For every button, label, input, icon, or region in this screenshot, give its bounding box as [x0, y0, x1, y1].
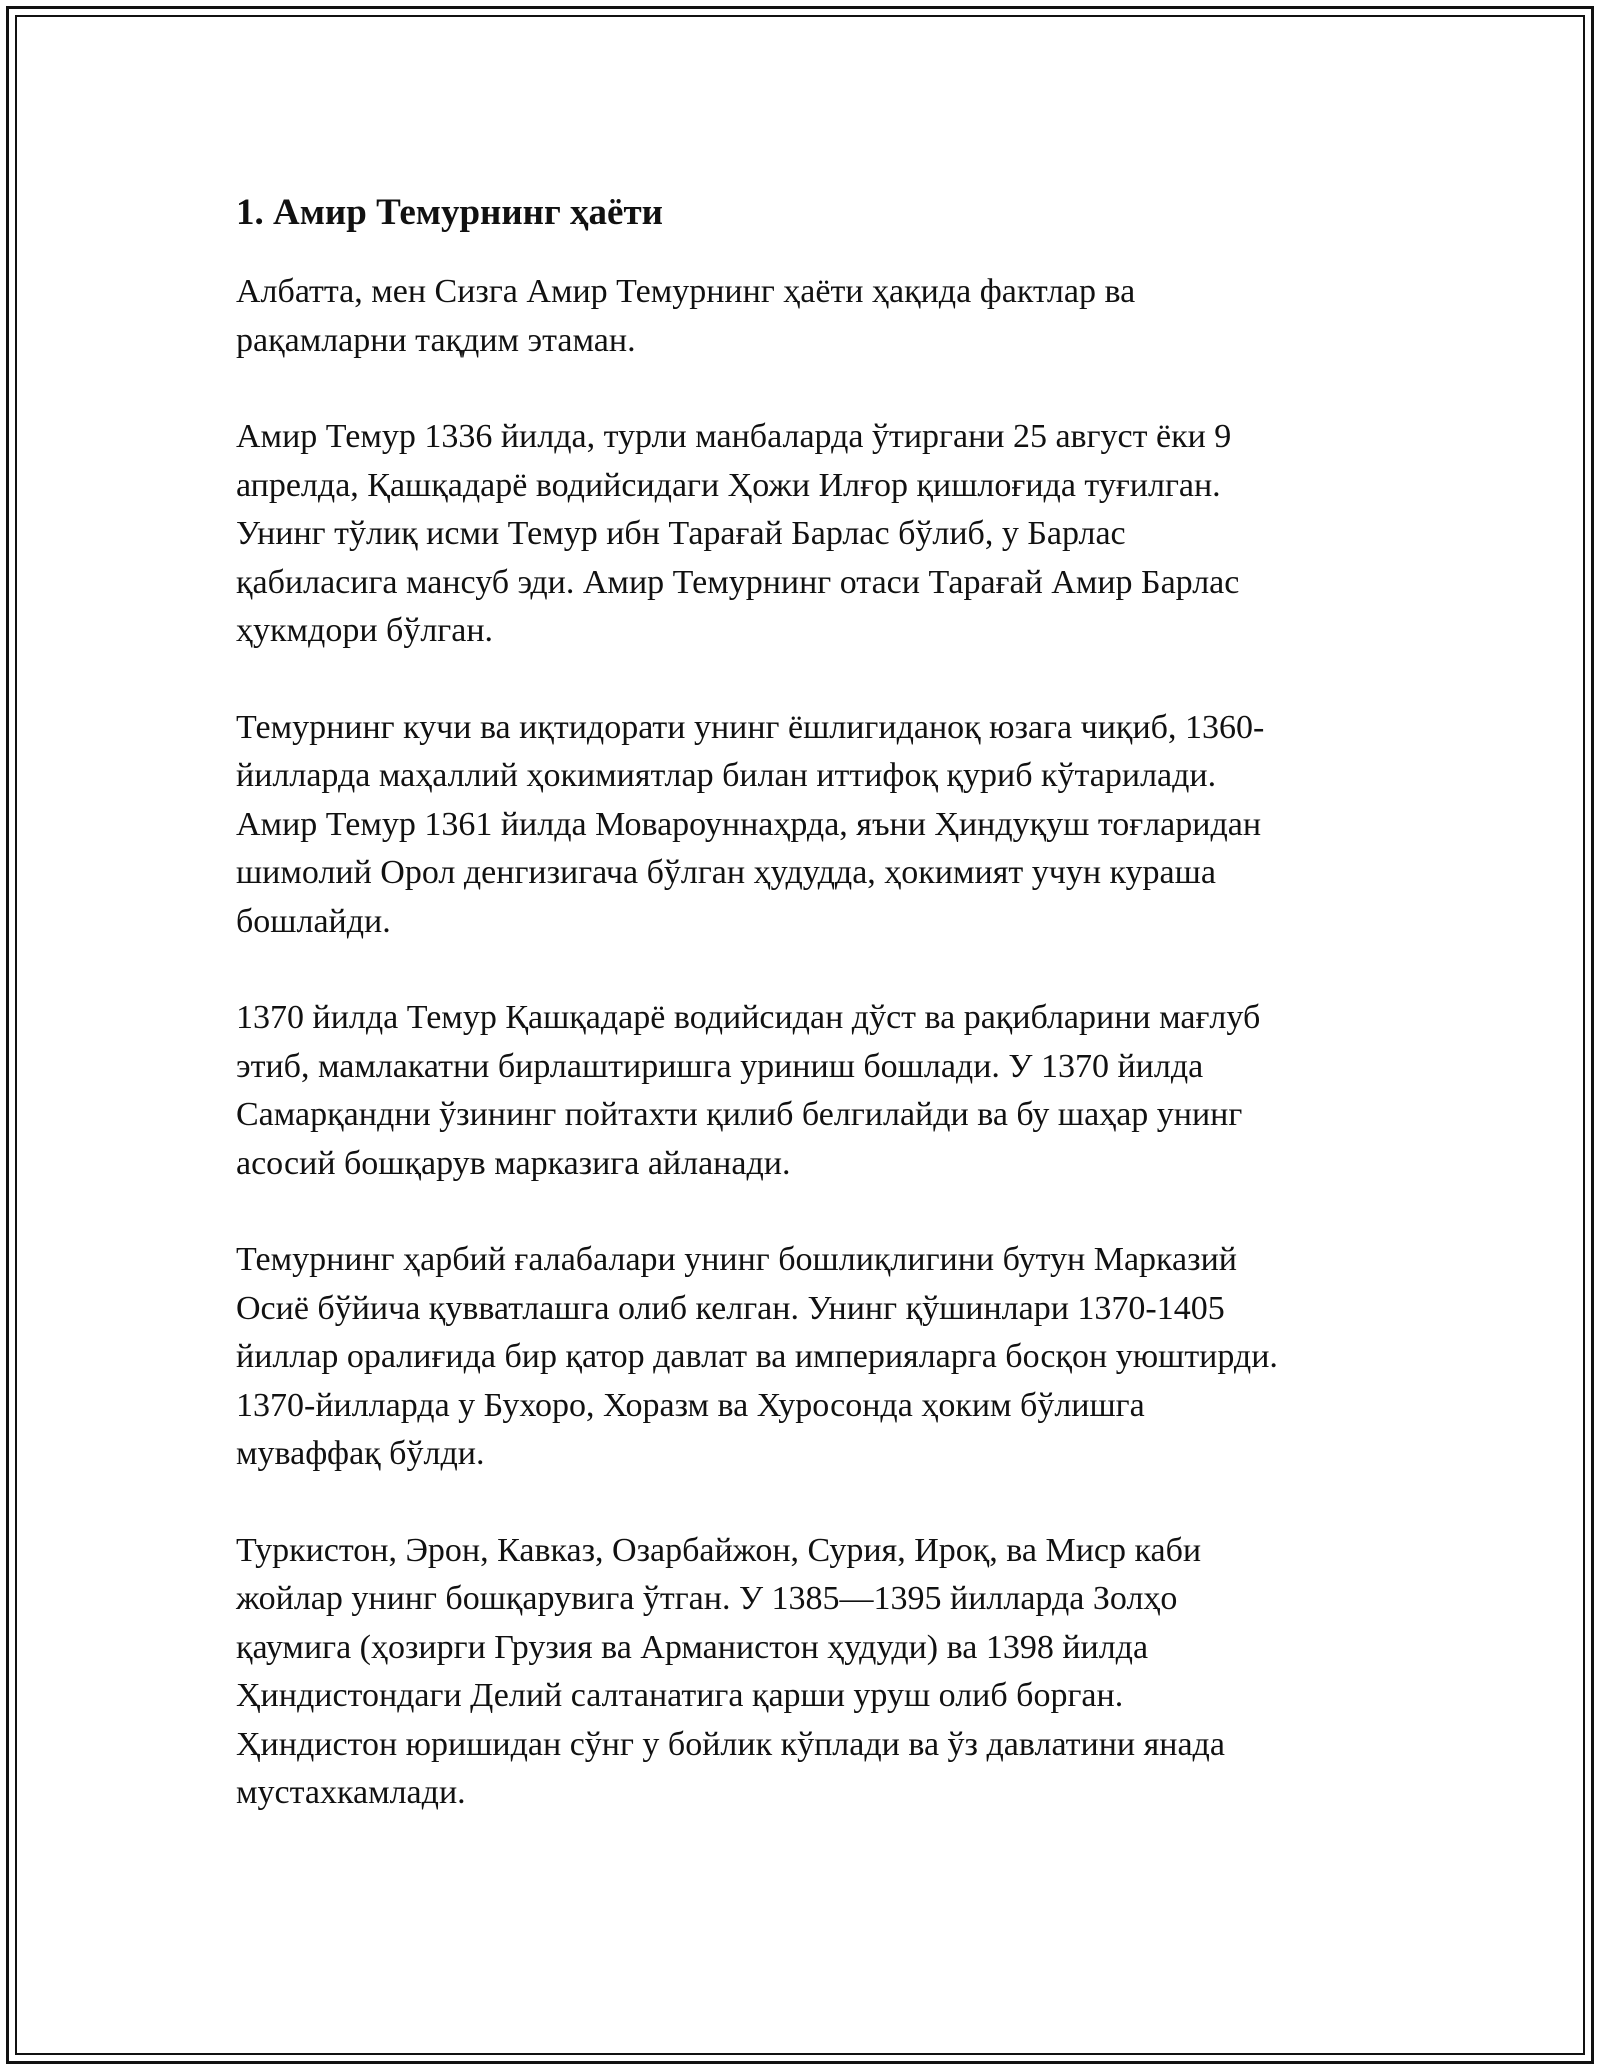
text-line: Ҳиндистондаги Делий салтанатига қарши уруш олиб борган. [236, 1677, 1124, 1714]
text-line: асосий бошқарув марказига айланади. [236, 1144, 791, 1182]
document-body [236, 188, 1386, 1866]
text-line: йилларда маҳаллий ҳокимиятлар билан иттифоқ қуриб кўтарилади. [236, 757, 1217, 794]
paragraph-unification [236, 994, 1386, 1188]
text-line: қаумига (ҳозирги Грузия ва Арманистон ҳудуди) ва 1398 йилда [236, 1628, 1149, 1666]
text-line: Албатта, мен Сизга Амир Темурнинг ҳаёти ҳақида фактлар ва [236, 273, 1136, 310]
paragraph-conquests [236, 1527, 1386, 1818]
paragraph-birth [236, 413, 1386, 656]
text-line: Ҳиндистон юришидан сўнг у бойлик кўплади ва ўз давлатини янада [236, 1725, 1225, 1763]
text-line: 1370-йилларда у Бухоро, Хоразм ва Хуросонда ҳоким бўлишга [236, 1386, 1145, 1424]
section-heading: 1. Амир Темурнинг ҳаёти [236, 192, 663, 233]
paragraph-rise [236, 704, 1386, 947]
text-line: Туркистон, Эрон, Кавказ, Озарбайжон, Сурия, Ироқ, ва Миср каби [236, 1531, 1202, 1569]
text-line: Темурнинг ҳарбий ғалабалари унинг бошлиқлигини бутун Марказий [236, 1241, 1237, 1278]
text-line: бошлайди. [236, 902, 391, 940]
text-line: Самарқандни ўзининг пойтахти қилиб белгилайди ва бу шаҳар унинг [236, 1096, 1243, 1133]
text-line: этиб, мамлакатни бирлаштиришга уриниш бошлади. У 1370 йилда [236, 1047, 1204, 1085]
text-line: Осиё бўйича қувватлашга олиб келган. Унинг қўшинлари 1370-1405 [236, 1289, 1225, 1327]
text-line: Амир Темур 1336 йилда, турли манбаларда ўтиргани 25 август ёки 9 [236, 418, 1232, 455]
text-line: Темурнинг кучи ва иқтидорати унинг ёшлигиданоқ юзага чиқиб, 1360- [236, 708, 1265, 746]
text-line: Амир Темур 1361 йилда Мовароуннаҳрда, яъни Ҳиндуқуш тоғларидан [236, 805, 1262, 843]
paragraph-victories [236, 1236, 1386, 1479]
text-line: муваффақ бўлди. [236, 1435, 485, 1472]
text-line: жойлар унинг бошқарувига ўтган. У 1385—1395 йилларда Золҳо [236, 1580, 1178, 1617]
text-line: ҳукмдори бўлган. [236, 612, 494, 649]
text-line: апрелда, Қашқадарё водийсидаги Ҳожи Илғор қишлоғида туғилган. [236, 466, 1221, 504]
text-line: Унинг тўлиқ исми Темур ибн Тарағай Барлас бўлиб, у Барлас [236, 515, 1126, 552]
text-line: мустахкамлади. [236, 1774, 466, 1811]
text-line: шимолий Орол денгизигача бўлган ҳудудда, ҳокимият учун кураша [236, 854, 1216, 891]
paragraph-intro [236, 268, 1386, 365]
text-line: қабиласига мансуб эди. Амир Темурнинг отаси Тарағай Амир Барлас [236, 563, 1240, 601]
text-line: 1370 йилда Темур Қашқадарё водийсидан дўст ва рақибларини мағлуб [236, 999, 1261, 1036]
text-line: рақамларни тақдим этаман. [236, 321, 636, 359]
text-line: йиллар оралиғида бир қатор давлат ва империяларга босқон уюштирди. [236, 1338, 1278, 1375]
